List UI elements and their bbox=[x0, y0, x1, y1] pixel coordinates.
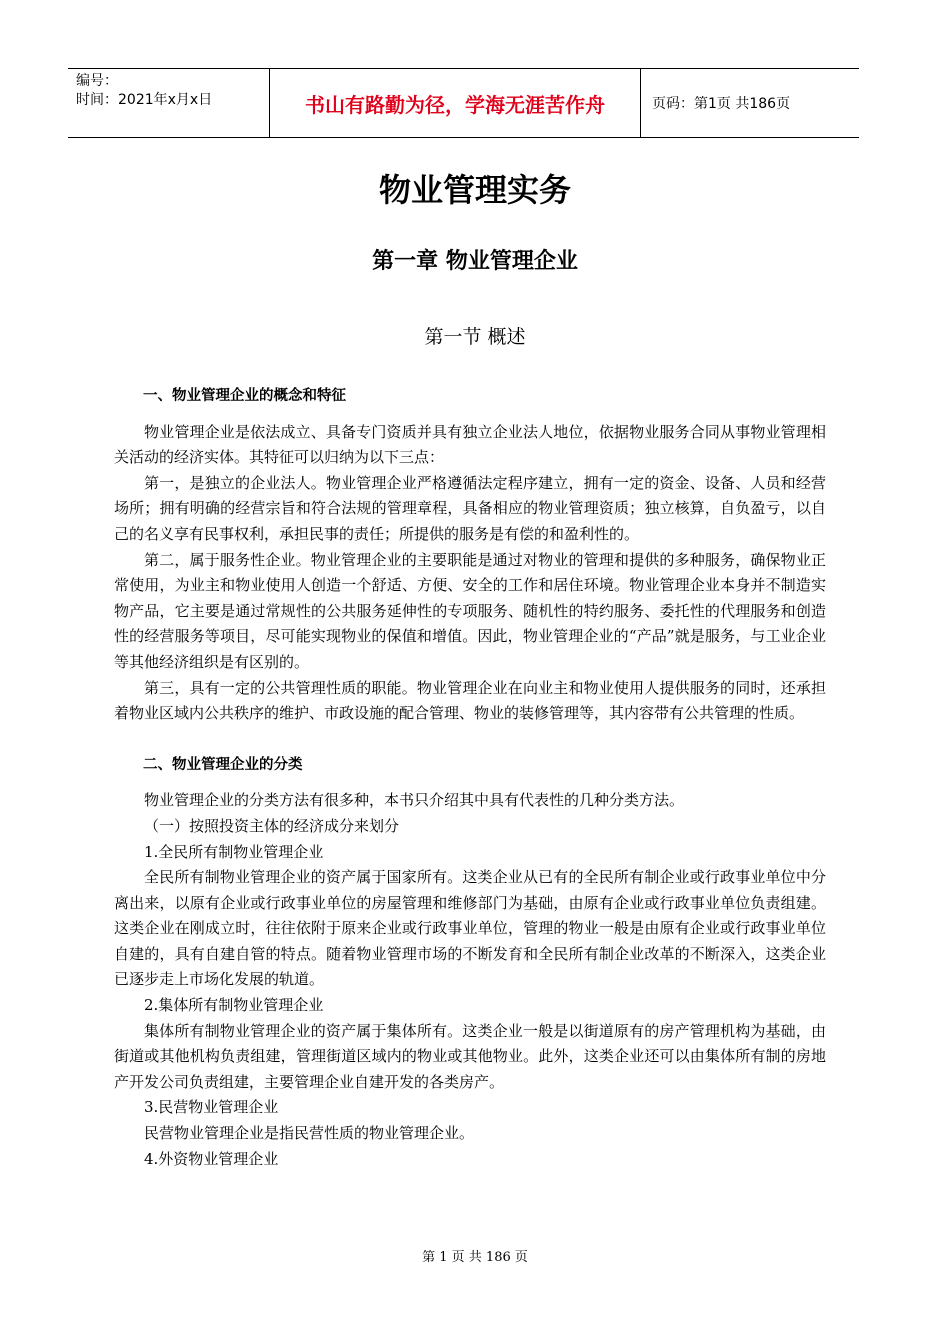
header-motto: 书山有路勤为径，学海无涯苦作舟 bbox=[305, 92, 605, 117]
paragraph: 4.外资物业管理企业 bbox=[144, 1149, 279, 1168]
paragraph: 集体所有制物业管理企业的资产属于集体所有。这类企业一般是以街道原有的房产管理机构为基础，由街道或其他机构负责组建，管理街道区域内的物业或其他物业。此外，这类企业还可以由集体所有制的房地产开发公司负责组建，主要管理企业自建开发的各类房产。 bbox=[114, 1021, 826, 1091]
paragraph: 第二，属于服务性企业。物业管理企业的主要职能是通过对物业的管理和提供的多种服务，确保物业正常使用，为业主和物业使用人创造一个舒适、方便、安全的工作和居住环境。物业管理企业本身并不制造实物产品，它主要是通过常规性的公共服务延伸性的专项服务、随机性的特约服务、委托性的代理服务和创造性的经营服务等项目，尽可能实现物业的保值和增值。因此，物业管理企业的“产品”就是服务，与工业企业等其他经济组织是有区别的。 bbox=[114, 550, 826, 671]
paragraph: （一）按照投资主体的经济成分来划分 bbox=[144, 816, 400, 835]
spacer bbox=[114, 727, 826, 753]
section-heading: 二、物业管理企业的分类 bbox=[143, 756, 303, 773]
spacer bbox=[114, 778, 826, 788]
page-footer: 第 1 页 共 186 页 bbox=[422, 1250, 528, 1265]
document-title: 物业管理实务 bbox=[378, 171, 571, 209]
section-heading: 一、物业管理企业的概念和特征 bbox=[143, 388, 346, 404]
header-meta bbox=[76, 72, 271, 110]
paragraph: 全民所有制物业管理企业的资产属于国家所有。这类企业从已有的全民所有制企业或行政事业单位中分离出来，以原有企业或行政事业单位的房屋管理和维修部门为基础，由原有企业或行政事业单位负责组建。这类企业在刚成立时，往往依附于原来企业或行政事业单位，管理的物业一般是由原有企业或行政事业单位自建的，具有自建自管的特点。随着物业管理市场的不断发育和全民所有制企业改革的不断深入，这类企业已逐步走上市场化发展的轨道。 bbox=[114, 868, 826, 989]
spacer bbox=[114, 410, 826, 420]
header-number-label: 编号： bbox=[76, 73, 118, 89]
paragraph: 3.民营物业管理企业 bbox=[144, 1098, 279, 1117]
paragraph: 物业管理企业的分类方法有很多种，本书只介绍其中具有代表性的几种分类方法。 bbox=[144, 791, 685, 810]
chapter-title: 第一章 物业管理企业 bbox=[372, 249, 578, 274]
header-page-info: 页码：第1页 共186页 bbox=[652, 96, 791, 112]
paragraph: 2.集体所有制物业管理企业 bbox=[144, 996, 324, 1015]
section-title: 第一节 概述 bbox=[424, 326, 526, 348]
header-time-label: 时间：2021年x月x日 bbox=[76, 92, 213, 108]
paragraph: 物业管理企业是依法成立、具备专门资质并具有独立企业法人地位，依据物业服务合同从事物业管理相关活动的经济实体。其特征可以归纳为以下三点： bbox=[114, 422, 826, 467]
document-body bbox=[114, 384, 826, 1172]
paragraph: 1.全民所有制物业管理企业 bbox=[144, 842, 324, 861]
header-divider bbox=[640, 69, 641, 137]
paragraph: 第三，具有一定的公共管理性质的职能。物业管理企业在向业主和物业使用人提供服务的同时，还承担着物业区域内公共秩序的维护、市政设施的配合管理、物业的装修管理等，其内容带有公共管理的性质。 bbox=[114, 678, 826, 723]
page-header bbox=[68, 68, 859, 138]
paragraph: 第一，是独立的企业法人。物业管理企业严格遵循法定程序建立，拥有一定的资金、设备、人员和经营场所；拥有明确的经营宗旨和符合法规的管理章程，具备相应的物业管理资质；独立核算，自负盈亏，以自己的名义享有民事权利，承担民事的责任；所提供的服务是有偿的和盈利性的。 bbox=[114, 473, 826, 543]
paragraph: 民营物业管理企业是指民营性质的物业管理企业。 bbox=[144, 1124, 475, 1143]
